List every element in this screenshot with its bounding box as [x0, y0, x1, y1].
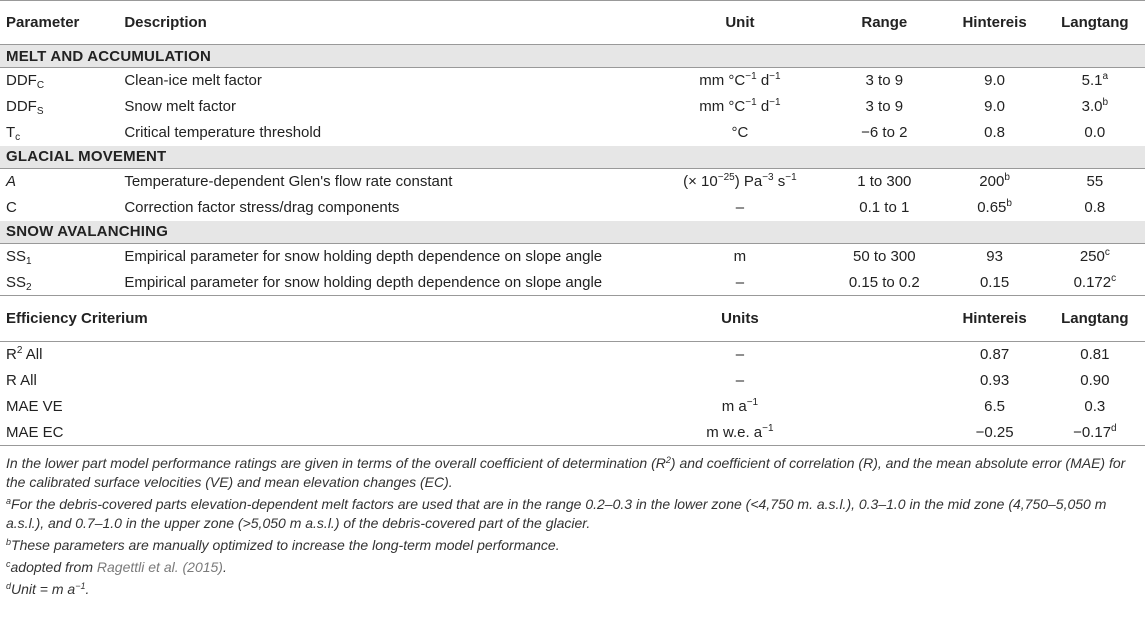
param-cell: $DDF_C$: [6, 72, 45, 92]
desc-cell: Empirical parameter for snow holding depth dependence on slope angle: [124, 273, 603, 291]
param-cell: C: [6, 199, 17, 216]
units-cell: m w.e. $a^{-1}$: [706, 422, 774, 441]
range-cell: 3 to 9: [865, 72, 904, 90]
section-title: GLACIAL MOVEMENT: [6, 148, 167, 166]
section-title: MELT AND ACCUMULATION: [6, 47, 212, 65]
langtang-cell: −0.17$^d$: [1073, 422, 1117, 441]
reference-link[interactable]: Ragettli et al. (2015): [96, 559, 223, 575]
section-snow-avalanching: [0, 221, 1145, 244]
header-hintereis: Hintereis: [962, 310, 1027, 327]
header-langtang: Langtang: [1061, 310, 1129, 327]
desc-cell: Snow melt factor: [124, 98, 237, 115]
unit-cell: –: [735, 199, 745, 216]
units-cell: –: [735, 346, 745, 364]
table-footnotes: [0, 446, 1145, 599]
section-melt-accumulation: [0, 45, 1145, 68]
range-cell: −6 to 2: [861, 124, 908, 141]
efficiency-header-row: [0, 296, 1145, 342]
desc-cell: Correction factor stress/drag components: [124, 199, 400, 216]
units-cell: m $a^{-1}$: [721, 397, 759, 415]
hintereis-cell: 9.0: [984, 98, 1005, 115]
table-row: [0, 68, 1145, 94]
param-cell: A: [6, 173, 17, 191]
table-row: [0, 270, 1145, 296]
langtang-cell: 5.1$^a$: [1081, 71, 1109, 90]
header-efficiency-criterium: Efficiency Criterium: [6, 310, 148, 327]
desc-cell: Critical temperature threshold: [124, 124, 322, 141]
param-cell: $T_c$: [6, 124, 21, 143]
hintereis-cell: 200$^b$: [979, 172, 1010, 191]
table-row: [0, 120, 1145, 146]
criterium-cell: $R^2$ All: [6, 345, 43, 364]
table-row: [0, 244, 1145, 270]
unit-cell: –: [735, 273, 745, 291]
range-cell: 50 to 300: [853, 248, 916, 266]
criterium-cell: MAE EC: [6, 423, 64, 441]
hintereis-cell: 0.93: [979, 372, 1010, 389]
langtang-cell: 250$^c$: [1079, 247, 1110, 266]
langtang-cell: 0.172$^c$: [1073, 272, 1117, 291]
unit-cell: mm $^\circ C^{-1}$ $d^{-1}$: [699, 71, 781, 90]
range-cell: 0.1 to 1: [859, 199, 910, 216]
param-cell: $SS_1$: [6, 248, 32, 268]
criterium-cell: R All: [6, 372, 37, 389]
hintereis-cell: 93: [986, 248, 1003, 266]
header-units: Units: [721, 310, 759, 327]
header-parameter: Parameter: [6, 14, 80, 31]
footnote-c: $^c$adopted from Ragettli et al. (2015).: [6, 559, 227, 575]
footnote-d: $^d$Unit = m $a^{-1}$.: [6, 581, 90, 597]
range-cell: 0.15 to 0.2: [848, 273, 920, 291]
units-cell: –: [735, 372, 745, 389]
hintereis-cell: 0.87: [979, 346, 1010, 364]
hintereis-cell: 6.5: [984, 398, 1005, 415]
footnote-a: $^a$For the debris-covered parts elevation-dependent melt factors are used that are in the range 0.2–0.3 in the lower zone (<4,750 m. a.s.l.), 0.3–1.0 in the mid zone (4,750–5,050 m a.s.l.), and 0.7–1.0 in the upper zone (>5,050 m a.s.l.) of the debris-covered part of the glacier.: [6, 496, 1107, 531]
langtang-cell: 0.3: [1084, 398, 1106, 415]
unit-cell: (× $10^{-25}$) $Pa^{-3}$ $s^{-1}$: [683, 172, 797, 191]
footnote-b: $^b$These parameters are manually optimized to increase the long-term model performance.: [6, 537, 560, 553]
criterium-cell: MAE VE: [6, 398, 63, 415]
param-cell: $SS_2$: [6, 273, 32, 293]
param-cell: $DDF_S$: [6, 98, 44, 117]
desc-cell: Empirical parameter for snow holding depth dependence on slope angle: [124, 248, 603, 266]
hintereis-cell: 0.65$^b$: [977, 198, 1012, 216]
langtang-cell: 0.8: [1084, 199, 1106, 216]
header-range: Range: [861, 14, 908, 31]
langtang-cell: 0.90: [1080, 372, 1110, 389]
unit-cell: °C: [731, 124, 749, 141]
desc-cell: Clean-ice melt factor: [124, 72, 262, 90]
table-row: [0, 195, 1145, 221]
range-cell: 3 to 9: [865, 98, 904, 115]
table-row: [0, 394, 1145, 420]
table-row: [0, 420, 1145, 446]
desc-cell: Temperature-dependent Glen's flow rate constant: [124, 173, 453, 191]
hintereis-cell: −0.25: [975, 423, 1014, 441]
section-glacial-movement: [0, 146, 1145, 169]
table-row: [0, 94, 1145, 120]
header-langtang: Langtang: [1061, 14, 1129, 31]
unit-cell: mm $^\circ C^{-1}$ $d^{-1}$: [699, 97, 781, 115]
table-header-row: [0, 1, 1145, 45]
langtang-cell: 0.0: [1084, 124, 1106, 141]
unit-cell: m: [733, 248, 747, 266]
hintereis-cell: 9.0: [984, 72, 1005, 90]
table-row: [0, 342, 1145, 368]
header-description: Description: [124, 14, 207, 31]
range-cell: 1 to 300: [857, 173, 912, 191]
header-hintereis: Hintereis: [962, 14, 1027, 31]
langtang-cell: 3.0$^b$: [1081, 97, 1109, 115]
header-unit: Unit: [725, 14, 755, 31]
langtang-cell: 55: [1086, 173, 1104, 191]
hintereis-cell: 0.8: [984, 124, 1005, 141]
table-row: [0, 368, 1145, 394]
footnote-intro: In the lower part model performance ratings are given in terms of the overall coefficient of determination $(R^2)$ and coefficient of correlation (R), and the mean absolute error (MAE) for the calibrated surface velocities (VE) and mean elevation changes (EC).: [6, 455, 1126, 490]
langtang-cell: 0.81: [1080, 346, 1110, 364]
hintereis-cell: 0.15: [979, 273, 1010, 291]
section-title: SNOW AVALANCHING: [6, 223, 169, 241]
table-row: [0, 169, 1145, 195]
